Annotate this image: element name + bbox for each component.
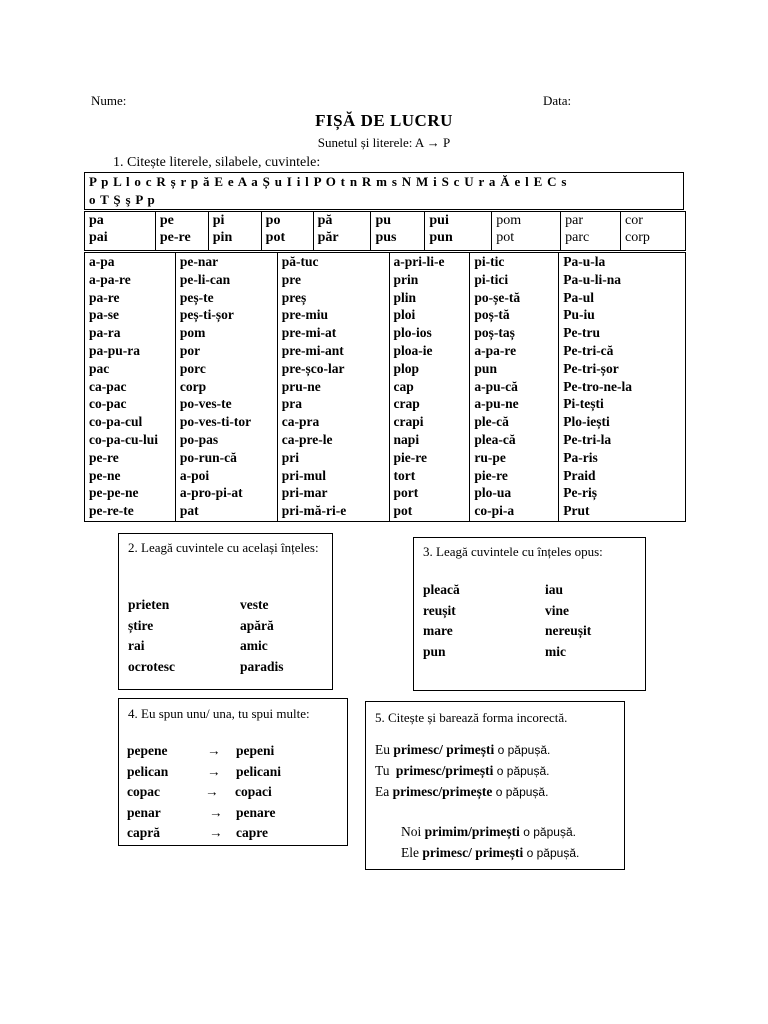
word-item: peș-ti-șor <box>179 307 234 323</box>
syllable-bottom: păr <box>317 230 339 245</box>
word-item: pie-re <box>393 449 428 465</box>
word-item: ca-pra <box>281 414 320 430</box>
word-item: ca-pre-le <box>281 431 333 447</box>
sentence-object: o păpușă. <box>526 846 580 860</box>
singular-word: penar <box>127 804 161 820</box>
word-item: rai <box>128 638 145 653</box>
sentence-line <box>375 740 550 760</box>
word-column <box>470 253 559 522</box>
word-item: pre-mi-ant <box>281 342 344 358</box>
word-item: pa-se <box>89 307 119 323</box>
syllable-top: pom <box>496 213 522 228</box>
word-item: po-ves-te <box>179 396 232 412</box>
letters-line-1: P p L l o c R ș r p ă E e A a Ș u I i l P O t n R m s N M i S c U r a Ă e l E C s <box>89 174 568 189</box>
word-item: cap <box>393 378 414 394</box>
syllable-cell <box>425 212 492 251</box>
word-item: pri-mar <box>281 485 328 501</box>
syllable-bottom: pe-re <box>159 230 191 245</box>
word-item: crap <box>393 396 420 412</box>
word-item: Pa-ul <box>563 289 594 305</box>
syllable-bottom: pin <box>212 230 233 245</box>
word-column <box>559 253 686 522</box>
syllable-cell <box>261 212 313 251</box>
arrow-icon: → <box>209 804 223 820</box>
syllable-bottom: pus <box>375 230 397 245</box>
sentence-line <box>401 822 576 842</box>
word-item: Pe-tru <box>563 325 600 341</box>
word-item: Pu-iu <box>563 307 595 323</box>
word-item: po-run-că <box>179 449 237 465</box>
sentence-subject: Noi <box>401 824 422 839</box>
syllable-top: pui <box>429 213 449 228</box>
plural-word: copaci <box>235 784 272 799</box>
word-item: po-pas <box>179 431 219 447</box>
exercise-5-instruction: 5. Citește și barează forma incorectă. <box>375 710 568 725</box>
syllable-cell <box>371 212 425 251</box>
plural-word: capre <box>236 825 268 840</box>
plural-word: pelicani <box>236 763 282 779</box>
word-item: știre <box>128 617 154 633</box>
word-item: pa-re <box>89 289 120 305</box>
syllable-bottom: pai <box>89 230 108 245</box>
letters-line-2: o T Ş ş P p <box>89 192 156 207</box>
exercise-2-box <box>118 533 333 690</box>
letters-table <box>84 172 684 210</box>
syllable-cell <box>621 212 686 251</box>
word-item: pa-pu-ra <box>89 342 141 358</box>
word-item: pe-li-can <box>179 271 231 287</box>
word-item: Prut <box>563 503 590 519</box>
word-item: a-pri-li-e <box>393 254 445 269</box>
syllable-top: pi <box>212 213 225 228</box>
word-item: Plo-iești <box>563 414 610 430</box>
word-item: corp <box>179 378 207 394</box>
word-column <box>175 253 277 522</box>
syllable-bottom: parc <box>565 230 590 245</box>
word-item: pre-șco-lar <box>281 360 345 376</box>
word-item: pun <box>474 360 497 376</box>
date-label: Data: <box>543 93 572 108</box>
sentence-line <box>375 782 548 802</box>
word-item: reușit <box>423 602 456 618</box>
syllable-top: par <box>565 213 584 228</box>
word-item: pi-tici <box>474 271 509 287</box>
word-item: co-pa-cu-lui <box>89 431 158 447</box>
exercise-5-box <box>365 701 625 870</box>
exercise-1-instruction: 1. Citește literele, silabele, cuvintele: <box>113 155 321 170</box>
word-item: ca-pac <box>89 378 127 394</box>
word-item: ploa-ie <box>393 342 433 358</box>
syllables-table <box>84 211 686 251</box>
word-column <box>389 253 470 522</box>
word-item: a-pro-pi-at <box>179 485 243 501</box>
words-row <box>85 253 686 522</box>
verb-choice[interactable]: primesc/primești <box>395 763 494 778</box>
word-item: pri <box>281 449 300 465</box>
syllable-bottom: pun <box>429 230 453 245</box>
exercise-3-box <box>413 537 646 691</box>
word-item: iau <box>545 582 564 597</box>
word-item: poș-taș <box>474 325 515 341</box>
word-item: ploi <box>393 307 416 323</box>
word-item: Pa-ris <box>563 449 598 465</box>
word-item: pre <box>281 271 302 287</box>
verb-choice[interactable]: primesc/primește <box>392 784 493 799</box>
exercise-3-left-column <box>423 580 460 662</box>
word-item: a-pa-re <box>89 271 131 287</box>
sentence-object: o păpușă. <box>495 785 549 799</box>
word-item: ocrotesc <box>128 658 175 674</box>
syllable-top: pu <box>375 213 392 228</box>
syllables-row <box>85 212 686 251</box>
syllable-bottom: corp <box>625 230 650 245</box>
verb-choice[interactable]: primesc/ primești <box>422 845 524 860</box>
word-item: pleacă <box>423 582 460 597</box>
syllable-cell <box>492 212 561 251</box>
word-item: ru-pe <box>474 449 506 465</box>
word-item: plo-ua <box>474 485 512 501</box>
word-item: pi-tic <box>474 254 505 269</box>
word-item: Pe-riș <box>563 485 597 501</box>
word-item: a-pu-ne <box>474 396 519 412</box>
exercise-2-instruction: 2. Leagă cuvintele cu același înțeles: <box>128 540 319 555</box>
word-item: pe-nar <box>179 254 219 269</box>
word-item: Pe-tri-șor <box>563 360 619 376</box>
word-item: Pe-tro-ne-la <box>563 378 632 394</box>
word-item: pri-mă-ri-e <box>281 503 347 519</box>
word-item: pe-re <box>89 449 119 465</box>
sentence-object: o păpușă. <box>497 743 551 757</box>
sentence-subject: Ele <box>401 845 419 860</box>
word-item: crapi <box>393 414 424 430</box>
word-item: paradis <box>240 658 284 674</box>
word-item: pru-ne <box>281 378 321 394</box>
word-item: mic <box>545 643 566 659</box>
sentence-subject: Eu <box>375 742 390 757</box>
plural-word: pepeni <box>236 743 275 758</box>
word-item: Pa-u-li-na <box>563 271 621 287</box>
word-item: apără <box>240 617 274 633</box>
word-item: pat <box>179 503 199 519</box>
page-subtitle: Sunetul și literele: A → P <box>317 135 451 150</box>
word-item: pom <box>179 325 206 341</box>
sentence-subject: Ea <box>375 784 390 799</box>
word-item: veste <box>240 597 269 612</box>
word-item: poș-tă <box>474 307 510 323</box>
word-item: po-șe-tă <box>474 289 521 305</box>
word-item: porc <box>179 360 206 376</box>
page-title: FIȘĂ DE LUCRU <box>315 111 453 130</box>
words-table <box>84 252 686 522</box>
word-item: pă-tuc <box>281 254 319 269</box>
exercise-3-instruction: 3. Leagă cuvintele cu înțeles opus: <box>423 544 603 559</box>
syllable-cell <box>155 212 208 251</box>
word-item: peș-te <box>179 289 214 305</box>
word-item: preș <box>281 289 307 305</box>
sentence-line <box>401 843 579 863</box>
arrow-icon: → <box>207 743 221 758</box>
word-item: pe-pe-ne <box>89 485 139 501</box>
singular-word: capră <box>127 825 160 840</box>
exercise-2-right-column <box>240 595 284 677</box>
syllable-top: cor <box>625 213 643 228</box>
syllable-cell <box>561 212 621 251</box>
word-item: pra <box>281 396 303 412</box>
singular-word: pepene <box>127 743 168 758</box>
word-item: pre-miu <box>281 307 329 323</box>
syllable-cell <box>313 212 371 251</box>
verb-choice[interactable]: primim/primești <box>424 824 520 839</box>
syllable-top: pă <box>317 213 333 228</box>
syllable-top: po <box>265 213 281 228</box>
word-item: vine <box>545 602 570 618</box>
word-item: co-pac <box>89 396 127 412</box>
word-item: tort <box>393 467 416 483</box>
word-item: plin <box>393 289 417 305</box>
word-item: pe-ne <box>89 467 121 483</box>
word-item: plop <box>393 360 420 376</box>
word-item: pe-re-te <box>89 503 134 519</box>
singular-word: copac <box>127 784 160 799</box>
word-item: pre-mi-at <box>281 325 337 341</box>
word-item: pa-ra <box>89 325 121 341</box>
word-item: pot <box>393 503 413 519</box>
syllable-cell <box>208 212 261 251</box>
syllable-top: pa <box>89 213 104 228</box>
name-label: Nume: <box>91 93 127 108</box>
sentence-subject: Tu <box>375 763 390 778</box>
word-item: a-pa <box>89 254 115 269</box>
word-item: plo-ios <box>393 325 432 341</box>
word-item: po-ves-ti-tor <box>179 414 252 430</box>
singular-word: pelican <box>127 763 169 779</box>
sentence-object: o păpușă. <box>496 764 550 778</box>
word-item: co-pa-cul <box>89 414 143 430</box>
word-item: ple-că <box>474 414 509 430</box>
word-item: pac <box>89 360 110 376</box>
word-item: a-pu-că <box>474 378 518 394</box>
word-item: Pe-tri-că <box>563 342 614 358</box>
word-item: port <box>393 485 419 501</box>
exercise-4-instruction: 4. Eu spun unu/ una, tu spui multe: <box>128 706 310 721</box>
arrow-icon: → <box>207 763 221 779</box>
sentence-object: o păpușă. <box>523 825 576 839</box>
word-item: Praid <box>563 467 596 483</box>
word-item: a-poi <box>179 467 210 483</box>
plural-word: penare <box>236 804 276 820</box>
exercise-2-left-column <box>128 595 175 677</box>
letters-cell <box>85 173 684 210</box>
word-item: co-pi-a <box>474 503 515 519</box>
word-item: napi <box>393 431 420 447</box>
arrow-icon: → <box>205 784 219 799</box>
syllable-cell <box>85 212 156 251</box>
syllable-bottom: pot <box>496 230 515 245</box>
word-item: amic <box>240 638 268 653</box>
word-item: plea-că <box>474 431 516 447</box>
word-item: prin <box>393 271 419 287</box>
syllable-bottom: pot <box>265 230 286 245</box>
arrow-icon: → <box>209 825 223 840</box>
word-item: mare <box>423 623 453 638</box>
word-item: Pi-tești <box>563 396 604 412</box>
word-item: nereușit <box>545 623 592 638</box>
word-item: a-pa-re <box>474 342 517 358</box>
exercise-4-box <box>118 698 348 846</box>
word-item: pri-mul <box>281 467 327 483</box>
word-item: prieten <box>128 597 170 612</box>
verb-choice[interactable]: primesc/ primești <box>393 742 495 757</box>
word-column <box>85 253 176 522</box>
word-item: pun <box>423 643 446 659</box>
word-item: pie-re <box>474 467 508 483</box>
word-column <box>277 253 389 522</box>
word-item: Pa-u-la <box>563 254 606 269</box>
sentence-line <box>375 761 549 781</box>
syllable-top: pe <box>159 213 174 228</box>
word-item: Pe-tri-la <box>563 431 612 447</box>
exercise-3-right-column <box>545 580 591 662</box>
word-item: por <box>179 342 201 358</box>
